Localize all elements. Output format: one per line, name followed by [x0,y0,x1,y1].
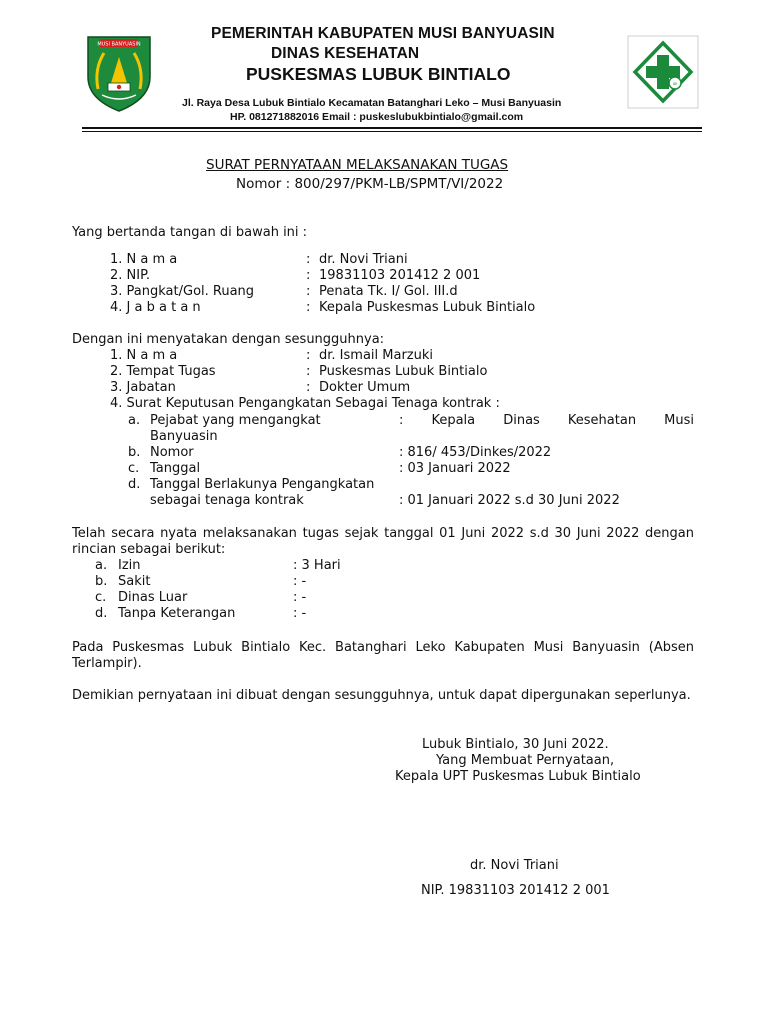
header-rule-thin [82,131,702,132]
sk-c-label: Tanggal [150,461,201,476]
sk-a-label: Pejabat yang mengangkat [150,413,321,428]
intro-text: Yang bertanda tangan di bawah ini : [72,225,308,240]
signer-rank-colon: : [306,284,311,299]
attendance-sakit-letter: b. [95,574,108,589]
svg-text:∞: ∞ [672,80,678,88]
sk-c-value: : 03 Januari 2022 [399,461,511,476]
sk-b-value: : 816/ 453/Dinkes/2022 [399,445,552,460]
duty-paragraph: Telah secara nyata melaksanakan tugas sejak tanggal 01 Juni 2022 s.d 30 Juni 2022 dengan rincian sebagai berikut: [72,526,694,557]
employee-workplace-label: 2. Tempat Tugas [110,364,216,379]
employee-name-value: dr. Ismail Marzuki [319,348,433,363]
signature-name: dr. Novi Triani [470,858,559,873]
header-address: Jl. Raya Desa Lubuk Bintialo Kecamatan Batanghari Leko – Musi Banyuasin [182,97,562,109]
sk-a-value: : Kepala Dinas Kesehatan Musi [399,413,694,428]
attendance-dinas-luar-letter: c. [95,590,107,605]
puskesmas-logo [627,35,699,109]
svg-text:MUSI BANYUASIN: MUSI BANYUASIN [97,41,141,48]
sk-d-label-continued: sebagai tenaga kontrak [150,493,304,508]
signer-name-value: dr. Novi Triani [319,252,408,267]
signer-position-colon: : [306,300,311,315]
signer-nip-label: 2. NIP. [110,268,151,283]
closing-statement: Demikian pernyataan ini dibuat dengan sesungguhnya, untuk dapat dipergunakan seperlunya. [72,688,691,703]
employee-job-value: Dokter Umum [319,380,411,395]
header-rule-thick [82,127,702,129]
attendance-dinas-luar-value: : - [293,590,307,605]
signature-maker: Yang Membuat Pernyataan, [436,753,615,768]
attendance-izin-value: : 3 Hari [293,558,341,573]
attendance-dinas-luar-label: Dinas Luar [118,590,188,605]
sk-heading: 4. Surat Keputusan Pengangkatan Sebagai Tenaga kontrak : [110,396,500,411]
attendance-izin-letter: a. [95,558,108,573]
signer-name-colon: : [306,252,311,267]
signer-nip-colon: : [306,268,311,283]
header-puskesmas-name: PUSKESMAS LUBUK BINTIALO [246,64,511,84]
employee-job-label: 3. Jabatan [110,380,176,395]
sk-c-letter: c. [128,461,140,476]
employee-workplace-value: Puskesmas Lubuk Bintialo [319,364,488,379]
signature-place-date: Lubuk Bintialo, 30 Juni 2022. [422,737,609,752]
sk-a-value-continued: Banyuasin [150,429,218,444]
employee-job-colon: : [306,380,311,395]
employee-name-label: 1. N a m a [110,348,178,363]
sk-b-letter: b. [128,445,141,460]
signer-position-value: Kepala Puskesmas Lubuk Bintialo [319,300,536,315]
signature-position: Kepala UPT Puskesmas Lubuk Bintialo [395,769,641,784]
place-paragraph: Pada Puskesmas Lubuk Bintialo Kec. Batanghari Leko Kabupaten Musi Banyuasin (Absen Terlampir). [72,640,694,671]
declaration-intro: Dengan ini menyatakan dengan sesungguhnya: [72,332,385,347]
signer-name-label: 1. N a m a [110,252,178,267]
attendance-sakit-label: Sakit [118,574,151,589]
header-contact: HP. 081271882016 Email : puskeslubukbintialo@gmail.com [230,111,524,123]
signature-nip: NIP. 19831103 201412 2 001 [421,883,610,898]
employee-workplace-colon: : [306,364,311,379]
attendance-sakit-value: : - [293,574,307,589]
document-title: SURAT PERNYATAAN MELAKSANAKAN TUGAS [206,157,509,173]
sk-b-label: Nomor [150,445,194,460]
attendance-tanpa-keterangan-label: Tanpa Keterangan [118,606,236,621]
sk-d-label: Tanggal Berlakunya Pengangkatan [150,477,375,492]
sk-a-letter: a. [128,413,141,428]
attendance-izin-label: Izin [118,558,141,573]
signer-rank-value: Penata Tk. I/ Gol. III.d [319,284,458,299]
sk-d-value: : 01 Januari 2022 s.d 30 Juni 2022 [399,493,620,508]
header-department: DINAS KESEHATAN [271,45,420,62]
attendance-tanpa-keterangan-value: : - [293,606,307,621]
employee-name-colon: : [306,348,311,363]
header-government: PEMERINTAH KABUPATEN MUSI BANYUASIN [211,25,555,42]
sk-d-letter: d. [128,477,141,492]
signer-nip-value: 19831103 201412 2 001 [319,268,481,283]
document-number: Nomor : 800/297/PKM-LB/SPMT/VI/2022 [236,176,504,192]
attendance-tanpa-keterangan-letter: d. [95,606,108,621]
signer-position-label: 4. J a b a t a n [110,300,201,315]
signer-rank-label: 3. Pangkat/Gol. Ruang [110,284,255,299]
musi-banyuasin-logo [84,33,154,113]
